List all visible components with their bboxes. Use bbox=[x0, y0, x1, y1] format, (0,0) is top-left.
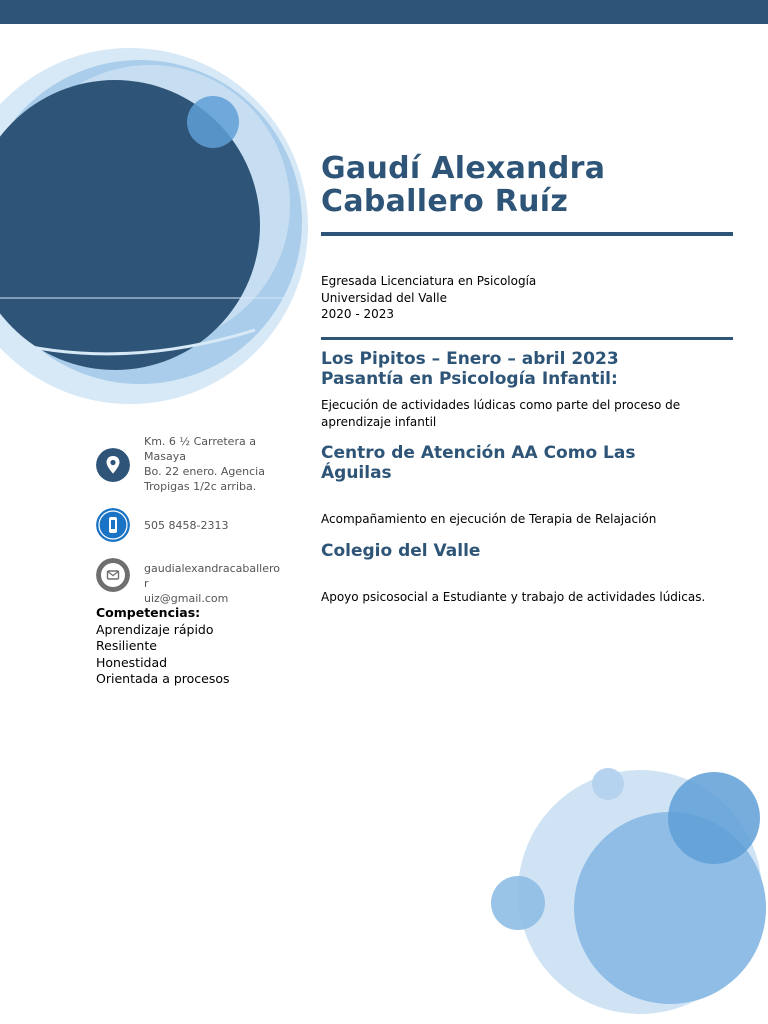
education-block bbox=[321, 273, 536, 323]
skill-item: Orientada a procesos bbox=[96, 671, 230, 686]
job-title-line-2: Águilas bbox=[321, 463, 392, 483]
job-title-centro-atencion bbox=[321, 443, 635, 483]
divider-education bbox=[321, 337, 733, 340]
deco-circle-tiny bbox=[592, 768, 624, 800]
job-title-colegio-valle: Colegio del Valle bbox=[321, 541, 481, 561]
candidate-name bbox=[321, 152, 741, 218]
phone-icon bbox=[96, 508, 130, 542]
location-icon bbox=[96, 448, 130, 482]
address-text bbox=[144, 434, 284, 494]
job-desc-los-pipitos bbox=[321, 397, 721, 430]
name-line-2: Caballero Ruíz bbox=[321, 184, 569, 219]
job-title-los-pipitos bbox=[321, 349, 619, 389]
email-text[interactable] bbox=[144, 561, 284, 606]
job-title-line-1: Centro de Atención AA Como Las bbox=[321, 443, 636, 463]
skill-item: Aprendizaje rápido bbox=[96, 621, 214, 637]
job-title-line-2: Pasantía en Psicología Infantil: bbox=[321, 369, 618, 389]
education-years: 2020 - 2023 bbox=[321, 307, 395, 321]
job-desc-colegio-valle: Apoyo psicosocial a Estudiante y trabajo de actividades lúdicas. bbox=[321, 590, 706, 604]
job-title-line-1: Los Pipitos – Enero – abril 2023 bbox=[321, 349, 619, 369]
address-line-2: Masaya bbox=[144, 450, 186, 463]
email-line-1: gaudialexandracaballeror bbox=[144, 562, 280, 590]
decorative-circles-bottom bbox=[480, 760, 768, 1024]
deco-circle-small bbox=[187, 96, 239, 148]
email-icon bbox=[96, 558, 130, 592]
job-desc-line-2: aprendizaje infantil bbox=[321, 414, 437, 429]
education-school: Universidad del Valle bbox=[321, 290, 447, 305]
skill-item: Resiliente bbox=[96, 638, 157, 653]
decorative-circles-top bbox=[0, 0, 320, 420]
name-line-1: Gaudí Alexandra bbox=[321, 151, 606, 186]
address-line-1: Km. 6 ½ Carretera a bbox=[144, 435, 256, 448]
deco-circle-left bbox=[491, 876, 545, 930]
skills-heading: Competencias: bbox=[96, 605, 201, 620]
education-degree: Egresada Licenciatura en Psicología bbox=[321, 274, 537, 288]
address-line-4: Tropigas 1/2c arriba. bbox=[144, 480, 257, 493]
skills-section bbox=[96, 605, 230, 688]
deco-circle-upper bbox=[668, 772, 760, 864]
divider-name bbox=[321, 232, 733, 236]
address-line-3: Bo. 22 enero. Agencia bbox=[144, 465, 265, 478]
phone-text: 505 8458-2313 bbox=[144, 519, 229, 532]
job-desc-line-1: Ejecución de actividades lúdicas como parte del proceso de bbox=[321, 398, 681, 412]
skill-item: Honestidad bbox=[96, 654, 168, 670]
job-desc-centro-atencion: Acompañamiento en ejecución de Terapia de Relajación bbox=[321, 512, 657, 526]
email-line-2: uiz@gmail.com bbox=[144, 592, 229, 605]
